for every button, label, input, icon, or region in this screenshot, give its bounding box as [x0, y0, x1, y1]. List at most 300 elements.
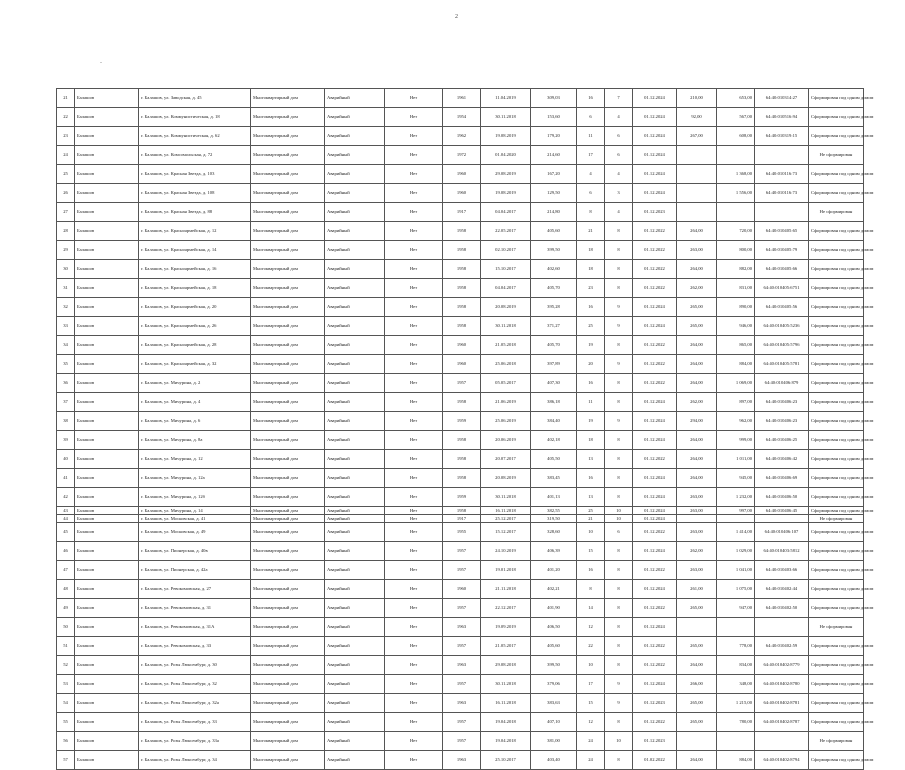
cell-b: 8 — [605, 260, 633, 279]
cell-p1: 262,00 — [677, 542, 717, 561]
cell-cond: Аварийный — [325, 599, 385, 618]
cell-city: Балашов — [75, 260, 139, 279]
cell-city: Балашов — [75, 165, 139, 184]
cell-plan: 01.12.2024 — [633, 146, 677, 165]
cell-plan: 01.12.2023 — [633, 732, 677, 751]
cell-p1: 92,00 — [677, 108, 717, 127]
cell-type: Многоквартирный дом — [251, 203, 325, 222]
cell-type: Многоквартирный дом — [251, 355, 325, 374]
cell-a: 10 — [577, 656, 605, 675]
cell-n: 30 — [57, 260, 75, 279]
cell-area: 406,39 — [531, 542, 577, 561]
cell-a: 11 — [577, 127, 605, 146]
cell-type: Многоквартирный дом — [251, 713, 325, 732]
cell-cad: 64:40:010319:15 — [755, 127, 809, 146]
cell-flag: Нет — [385, 580, 443, 599]
cell-a: 4 — [577, 165, 605, 184]
cell-note: Сформирован под одним домом — [809, 222, 864, 241]
cell-type: Многоквартирный дом — [251, 515, 325, 523]
cell-city: Балашов — [75, 431, 139, 450]
cell-cond: Аварийный — [325, 732, 385, 751]
cell-a: 19 — [577, 412, 605, 431]
cell-cad: 64:40:010116:73 — [755, 165, 809, 184]
cell-plan: 01.12.2024 — [633, 89, 677, 108]
cell-cond: Аварийный — [325, 523, 385, 542]
cell-year: 1954 — [443, 108, 481, 127]
cell-plan: 01.12.2024 — [633, 127, 677, 146]
cell-a: 25 — [577, 317, 605, 336]
cell-a: 16 — [577, 469, 605, 488]
cell-p2: 946,00 — [717, 317, 755, 336]
cell-city: Балашов — [75, 618, 139, 637]
cell-year: 1963 — [443, 656, 481, 675]
cell-year: 1963 — [443, 751, 481, 770]
cell-plan: 01.12.2024 — [633, 317, 677, 336]
cell-plan: 01.12.2024 — [633, 431, 677, 450]
cell-type: Многоквартирный дом — [251, 656, 325, 675]
cell-plan: 01.12.2022 — [633, 637, 677, 656]
cell-cond: Аварийный — [325, 203, 385, 222]
cell-flag: Нет — [385, 507, 443, 515]
cell-plan: 01.02.2022 — [633, 751, 677, 770]
cell-city: Балашов — [75, 637, 139, 656]
cell-cad: 64:40:010403:5812 — [755, 542, 809, 561]
cell-city: Балашов — [75, 412, 139, 431]
cell-area: 386,18 — [531, 393, 577, 412]
cell-cad: 64:40:010402:44 — [755, 580, 809, 599]
cell-date: 25.06.2019 — [481, 412, 531, 431]
cell-date: 25.12.2017 — [481, 515, 531, 523]
cell-plan: 01.12.2024 — [633, 542, 677, 561]
cell-area: 405,60 — [531, 222, 577, 241]
cell-b: 10 — [605, 507, 633, 515]
page-mark: - — [100, 60, 102, 66]
cell-b: 8 — [605, 374, 633, 393]
cell-cond: Аварийный — [325, 637, 385, 656]
cell-a: 11 — [577, 393, 605, 412]
cell-cad: 64:40:010406:25 — [755, 431, 809, 450]
cell-date: 20.08.2019 — [481, 298, 531, 317]
cell-cad: 64:40:010406:50 — [755, 488, 809, 507]
cell-p2: 897,00 — [717, 393, 755, 412]
cell-b: 9 — [605, 355, 633, 374]
cell-city: Балашов — [75, 450, 139, 469]
cell-p1: 264,00 — [677, 469, 717, 488]
cell-cond: Аварийный — [325, 675, 385, 694]
cell-flag: Нет — [385, 450, 443, 469]
registry-table — [56, 88, 874, 770]
cell-city: Балашов — [75, 393, 139, 412]
cell-p1: 265,00 — [677, 298, 717, 317]
cell-plan: 01.12.2024 — [633, 469, 677, 488]
cell-cad: 64:40:010405:5236 — [755, 317, 809, 336]
cell-type: Многоквартирный дом — [251, 637, 325, 656]
cell-plan: 01.12.2023 — [633, 694, 677, 713]
cell-area: 383,45 — [531, 469, 577, 488]
cell-p2: 831,00 — [717, 279, 755, 298]
cell-p1 — [677, 165, 717, 184]
cell-b: 8 — [605, 279, 633, 298]
cell-note: Не сформирован — [809, 515, 864, 523]
cell-addr: г. Балашов, ул. Мичурина, д. 4 — [139, 393, 251, 412]
cell-flag: Нет — [385, 203, 443, 222]
cell-area: 328,60 — [531, 523, 577, 542]
cell-type: Многоквартирный дом — [251, 393, 325, 412]
cell-note: Сформирован под одним домом — [809, 260, 864, 279]
cell-year: 1957 — [443, 599, 481, 618]
cell-p1: 265,00 — [677, 713, 717, 732]
cell-n: 51 — [57, 637, 75, 656]
cell-year: 1960 — [443, 355, 481, 374]
cell-p1: 264,00 — [677, 336, 717, 355]
cell-cond: Аварийный — [325, 561, 385, 580]
cell-area: 384,40 — [531, 412, 577, 431]
table-row — [57, 260, 864, 279]
cell-cond: Аварийный — [325, 450, 385, 469]
cell-date: 16.11.2018 — [481, 694, 531, 713]
cell-note: Сформирован под одним домом — [809, 637, 864, 656]
cell-year: 1960 — [443, 165, 481, 184]
cell-note: Сформирован под одним домом — [809, 450, 864, 469]
cell-n: 42 — [57, 488, 75, 507]
table-row — [57, 374, 864, 393]
cell-n: 52 — [57, 656, 75, 675]
cell-type: Многоквартирный дом — [251, 542, 325, 561]
cell-n: 31 — [57, 279, 75, 298]
cell-city: Балашов — [75, 599, 139, 618]
cell-year: 1958 — [443, 469, 481, 488]
cell-cad: 64:40:010402:59 — [755, 637, 809, 656]
cell-flag: Нет — [385, 469, 443, 488]
cell-n: 45 — [57, 523, 75, 542]
cell-date: 20.06.2019 — [481, 431, 531, 450]
cell-cond: Аварийный — [325, 279, 385, 298]
cell-a: 15 — [577, 694, 605, 713]
cell-addr: г. Балашов, ул. Розы Люксембург, д. 33 — [139, 713, 251, 732]
table-row — [57, 542, 864, 561]
cell-b: 3 — [605, 184, 633, 203]
cell-cad: 64:40:010406:69 — [755, 469, 809, 488]
cell-b: 8 — [605, 450, 633, 469]
cell-a: 20 — [577, 355, 605, 374]
table-row — [57, 675, 864, 694]
cell-date: 25.06.2018 — [481, 355, 531, 374]
cell-type: Многоквартирный дом — [251, 675, 325, 694]
cell-date: 25.10.2017 — [481, 751, 531, 770]
cell-date: 19.08.2019 — [481, 127, 531, 146]
cell-year: 1960 — [443, 184, 481, 203]
cell-p2: 1 215,00 — [717, 694, 755, 713]
cell-year: 1958 — [443, 393, 481, 412]
cell-p1: 264,00 — [677, 374, 717, 393]
cell-n: 54 — [57, 694, 75, 713]
cell-b: 4 — [605, 165, 633, 184]
cell-p2: 780,00 — [717, 713, 755, 732]
cell-area: 401,90 — [531, 599, 577, 618]
cell-a: 17 — [577, 146, 605, 165]
cell-note: Сформирован под одним домом — [809, 542, 864, 561]
cell-n: 25 — [57, 165, 75, 184]
cell-cond: Аварийный — [325, 694, 385, 713]
cell-n: 57 — [57, 751, 75, 770]
cell-p1: 210,00 — [677, 89, 717, 108]
cell-date: 19.04.2018 — [481, 713, 531, 732]
cell-plan: 01.12.2022 — [633, 656, 677, 675]
cell-type: Многоквартирный дом — [251, 523, 325, 542]
cell-flag: Нет — [385, 146, 443, 165]
cell-addr: г. Балашов, ул. Розы Люксембург, д. 32 — [139, 675, 251, 694]
cell-cad: 64:40:010405:56 — [755, 298, 809, 317]
cell-cad — [755, 146, 809, 165]
table-row — [57, 469, 864, 488]
cell-date: 30.11.2018 — [481, 488, 531, 507]
cell-flag: Нет — [385, 713, 443, 732]
cell-n: 49 — [57, 599, 75, 618]
cell-p2: 999,00 — [717, 431, 755, 450]
cell-cad: 64:40:010402:8780 — [755, 675, 809, 694]
cell-p1: 263,00 — [677, 488, 717, 507]
cell-b: 8 — [605, 336, 633, 355]
cell-p1: 264,00 — [677, 656, 717, 675]
cell-addr: г. Балашов, ул. Розы Люксембург, д. 32а — [139, 694, 251, 713]
cell-addr: г. Балашов, ул. Розы Люксембург, д. 30 — [139, 656, 251, 675]
cell-date: 24.10.2019 — [481, 542, 531, 561]
cell-b: 8 — [605, 751, 633, 770]
cell-plan: 01.12.2024 — [633, 393, 677, 412]
cell-type: Многоквартирный дом — [251, 488, 325, 507]
cell-cond: Аварийный — [325, 469, 385, 488]
cell-n: 46 — [57, 542, 75, 561]
cell-flag: Нет — [385, 108, 443, 127]
cell-addr: г. Балашов, ул. Мичурина, д. 6 — [139, 412, 251, 431]
cell-note: Сформирован под одним домом — [809, 599, 864, 618]
cell-area: 395,28 — [531, 298, 577, 317]
cell-date: 11.04.2019 — [481, 89, 531, 108]
cell-b: 8 — [605, 561, 633, 580]
cell-city: Балашов — [75, 184, 139, 203]
cell-addr: г. Балашов, ул. Пионерская, д. 42а — [139, 561, 251, 580]
cell-note: Сформирован под одним домом — [809, 184, 864, 203]
cell-cond: Аварийный — [325, 146, 385, 165]
cell-b: 8 — [605, 241, 633, 260]
cell-addr: г. Балашов, ул. Красноармейская, д. 28 — [139, 336, 251, 355]
cell-b: 8 — [605, 488, 633, 507]
cell-n: 39 — [57, 431, 75, 450]
table-row — [57, 146, 864, 165]
cell-cad: 64:40:010406:107 — [755, 523, 809, 542]
table-row — [57, 127, 864, 146]
cell-a: 8 — [577, 203, 605, 222]
cell-type: Многоквартирный дом — [251, 599, 325, 618]
cell-area: 407,30 — [531, 374, 577, 393]
cell-flag: Нет — [385, 165, 443, 184]
cell-addr: г. Балашов, ул. Коммунистическая, д. 18 — [139, 108, 251, 127]
cell-b: 8 — [605, 431, 633, 450]
cell-year: 1959 — [443, 488, 481, 507]
cell-city: Балашов — [75, 675, 139, 694]
cell-city: Балашов — [75, 523, 139, 542]
cell-addr: г. Балашов, ул. Пионерская, д. 40в — [139, 542, 251, 561]
cell-p1: 265,00 — [677, 637, 717, 656]
cell-type: Многоквартирный дом — [251, 374, 325, 393]
cell-type: Многоквартирный дом — [251, 298, 325, 317]
cell-note: Не сформирован — [809, 618, 864, 637]
cell-a: 25 — [577, 507, 605, 515]
cell-area: 179,20 — [531, 127, 577, 146]
cell-n: 26 — [57, 184, 75, 203]
cell-year: 1958 — [443, 507, 481, 515]
cell-plan: 01.12.2022 — [633, 374, 677, 393]
cell-cond: Аварийный — [325, 127, 385, 146]
cell-city: Балашов — [75, 694, 139, 713]
cell-flag: Нет — [385, 317, 443, 336]
cell-b: 7 — [605, 89, 633, 108]
cell-city: Балашов — [75, 279, 139, 298]
cell-addr: г. Балашов, ул. Комсомольская, д. 72 — [139, 146, 251, 165]
cell-area: 402,60 — [531, 260, 577, 279]
cell-p2: 1 075,00 — [717, 580, 755, 599]
cell-note: Сформирован под одним домом — [809, 561, 864, 580]
cell-note: Сформирован под одним домом — [809, 656, 864, 675]
cell-note: Сформирован под одним домом — [809, 127, 864, 146]
table-row — [57, 431, 864, 450]
cell-year: 1957 — [443, 675, 481, 694]
cell-date: 01.04.2020 — [481, 146, 531, 165]
cell-cond: Аварийный — [325, 336, 385, 355]
cell-p2: 567,00 — [717, 108, 755, 127]
cell-addr: г. Балашов, ул. Мичурина, д. 12а — [139, 469, 251, 488]
cell-note: Сформирован под одним домом — [809, 713, 864, 732]
cell-addr: г. Балашов, ул. Заводская, д. 45 — [139, 89, 251, 108]
cell-a: 14 — [577, 599, 605, 618]
cell-b: 8 — [605, 713, 633, 732]
cell-area: 402,21 — [531, 580, 577, 599]
cell-flag: Нет — [385, 599, 443, 618]
cell-area: 383,63 — [531, 694, 577, 713]
cell-p2 — [717, 515, 755, 523]
cell-year: 1961 — [443, 89, 481, 108]
cell-type: Многоквартирный дом — [251, 507, 325, 515]
cell-note: Не сформирован — [809, 732, 864, 751]
cell-year: 1957 — [443, 713, 481, 732]
cell-plan: 01.12.2024 — [633, 515, 677, 523]
cell-date: 22.05.2017 — [481, 222, 531, 241]
cell-addr: г. Балашов, ул. Розы Люксембург, д. 33а — [139, 732, 251, 751]
cell-flag: Нет — [385, 488, 443, 507]
cell-p1: 294,00 — [677, 412, 717, 431]
table-row — [57, 580, 864, 599]
cell-year: 1958 — [443, 431, 481, 450]
cell-cond: Аварийный — [325, 184, 385, 203]
table-row — [57, 241, 864, 260]
cell-area: 309,03 — [531, 89, 577, 108]
cell-date: 21.11.2018 — [481, 580, 531, 599]
cell-p2: 720,00 — [717, 222, 755, 241]
cell-b: 10 — [605, 515, 633, 523]
cell-plan: 01.12.2024 — [633, 507, 677, 515]
cell-a: 18 — [577, 431, 605, 450]
cell-type: Многоквартирный дом — [251, 580, 325, 599]
cell-flag: Нет — [385, 89, 443, 108]
table-row — [57, 336, 864, 355]
cell-cond: Аварийный — [325, 298, 385, 317]
cell-p2: 962,00 — [717, 412, 755, 431]
cell-plan: 01.12.2024 — [633, 412, 677, 431]
cell-a: 16 — [577, 374, 605, 393]
cell-plan: 01.12.2024 — [633, 580, 677, 599]
cell-date: 15.10.2017 — [481, 260, 531, 279]
cell-a: 10 — [577, 523, 605, 542]
cell-city: Балашов — [75, 108, 139, 127]
cell-addr: г. Балашов, ул. Коммунистическая, д. 62 — [139, 127, 251, 146]
cell-flag: Нет — [385, 279, 443, 298]
table-row — [57, 732, 864, 751]
cell-p1: 264,00 — [677, 260, 717, 279]
cell-addr: г. Балашов, ул. Мичурина, д. 8а — [139, 431, 251, 450]
cell-city: Балашов — [75, 561, 139, 580]
cell-note: Сформирован под одним домом — [809, 355, 864, 374]
cell-cad: 64:40:010406:23 — [755, 412, 809, 431]
cell-year: 1957 — [443, 637, 481, 656]
cell-city: Балашов — [75, 713, 139, 732]
cell-p2: 1 011,00 — [717, 450, 755, 469]
cell-city: Балашов — [75, 751, 139, 770]
cell-date: 30.11.2018 — [481, 108, 531, 127]
cell-year: 1959 — [443, 412, 481, 431]
cell-date: 20.08.2019 — [481, 469, 531, 488]
cell-cad: 64:40:010116:73 — [755, 184, 809, 203]
cell-a: 13 — [577, 488, 605, 507]
cell-type: Многоквартирный дом — [251, 222, 325, 241]
cell-note: Сформирован под одним домом — [809, 694, 864, 713]
cell-type: Многоквартирный дом — [251, 450, 325, 469]
cell-p2: 884,00 — [717, 355, 755, 374]
cell-area: 403,40 — [531, 751, 577, 770]
cell-plan: 01.12.2022 — [633, 561, 677, 580]
cell-year: 1958 — [443, 279, 481, 298]
cell-p1: 263,00 — [677, 241, 717, 260]
cell-date: 29.08.2018 — [481, 656, 531, 675]
cell-city: Балашов — [75, 355, 139, 374]
cell-addr: г. Балашов, ул. Красноармейская, д. 12 — [139, 222, 251, 241]
cell-b: 9 — [605, 675, 633, 694]
cell-type: Многоквартирный дом — [251, 694, 325, 713]
cell-year: 1957 — [443, 561, 481, 580]
cell-cad: 64:40:010402:8787 — [755, 713, 809, 732]
cell-cad: 64:40:010405:6751 — [755, 279, 809, 298]
cell-a: 24 — [577, 732, 605, 751]
cell-area: 405,50 — [531, 450, 577, 469]
table-row — [57, 637, 864, 656]
table-row — [57, 751, 864, 770]
table-row — [57, 203, 864, 222]
cell-a: 13 — [577, 450, 605, 469]
cell-city: Балашов — [75, 336, 139, 355]
cell-type: Многоквартирный дом — [251, 89, 325, 108]
table-row — [57, 184, 864, 203]
cell-date: 21.05.2018 — [481, 336, 531, 355]
cell-cond: Аварийный — [325, 393, 385, 412]
cell-flag: Нет — [385, 298, 443, 317]
cell-cond: Аварийный — [325, 507, 385, 515]
cell-a: 18 — [577, 260, 605, 279]
cell-p1: 264,00 — [677, 450, 717, 469]
cell-cad: 64:40:010405:5781 — [755, 355, 809, 374]
cell-note: Сформирован под одним домом — [809, 675, 864, 694]
cell-area: 371,27 — [531, 317, 577, 336]
cell-p2: 947,00 — [717, 599, 755, 618]
cell-b: 4 — [605, 108, 633, 127]
